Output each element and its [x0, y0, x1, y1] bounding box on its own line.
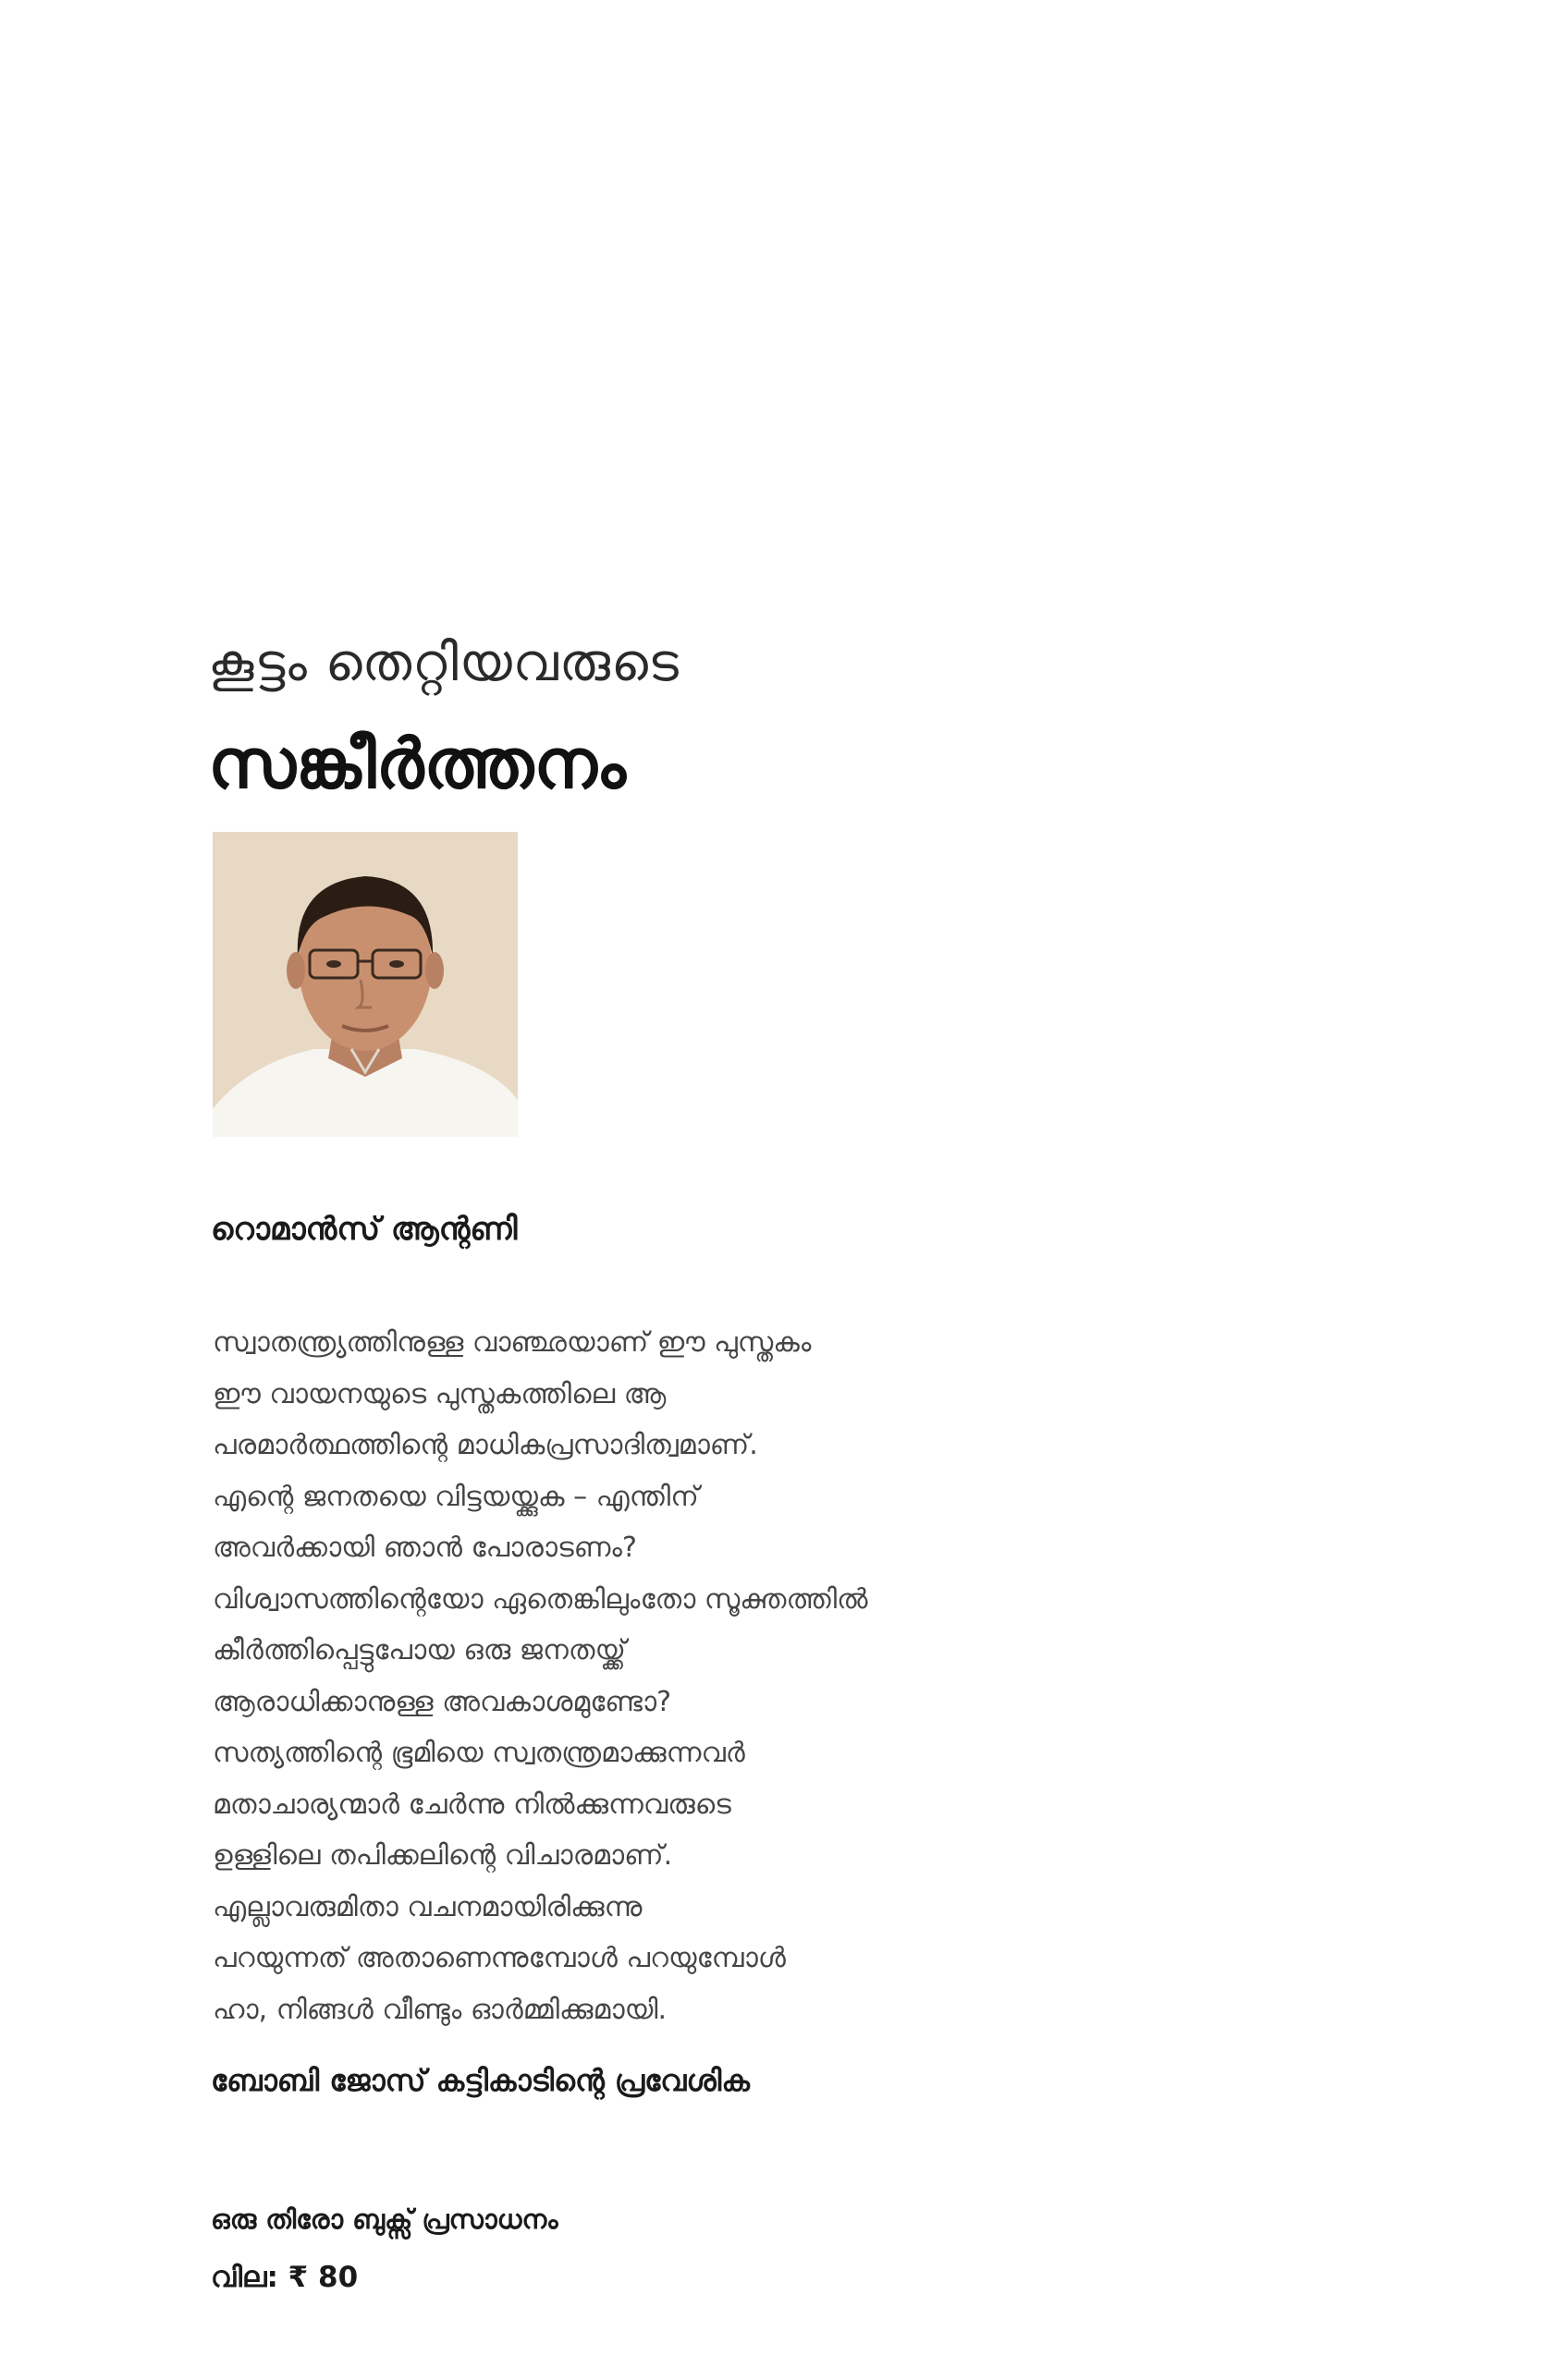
blurb-line: പറയുന്നത് അതാണെന്നുമ്പോൾ പറയുമ്പോൾ	[213, 1942, 786, 1974]
blurb-line: ഈ വായനയുടെ പുസ്തകത്തിലെ ആ	[213, 1377, 667, 1410]
blurb-line: സത്യത്തിന്റെ ഭൂമിയെ സ്വതന്ത്രമാക്കുന്നവർ	[213, 1737, 745, 1769]
author-portrait-icon	[213, 832, 518, 1137]
blurb	[213, 1317, 971, 2035]
blurb-line: ഹാ, നിങ്ങൾ വീണ്ടും ഓർമ്മിക്കുമായി.	[213, 1993, 668, 2026]
book-subtitle: കൂട്ടം തെറ്റിയവരുടെ	[208, 633, 680, 693]
blurb-line: മതാചാര്യന്മാർ ചേർന്നു നിൽക്കുന്നവരുടെ	[213, 1788, 731, 1821]
blurb-line: ആരാധിക്കാനുള്ള അവകാശമുണ്ടോ?	[213, 1685, 672, 1718]
blurb-line: വിശ്വാസത്തിന്റെയോ ഏതെങ്കിലുംതോ സൂക്തത്തിൽ	[213, 1582, 868, 1616]
price-label: വില: ₹ 80	[211, 2261, 359, 2294]
author-photo	[213, 832, 518, 1137]
publisher-line: ഒരു തിരോ ബുക്സ് പ്രസാധനം	[211, 2203, 558, 2235]
introduction-credit: ബോബി ജോസ് കട്ടികാടിന്റെ പ്രവേശിക	[211, 2063, 750, 2098]
blurb-line: എന്റെ ജനതയെ വിട്ടയയ്ക്കുക – എന്തിന്	[213, 1480, 699, 1513]
book-title: സങ്കീർത്തനം	[208, 725, 626, 804]
blurb-line: സ്വാതന്ത്ര്യത്തിനുള്ള വാഞ്ഛയാണ് ഈ പുസ്തകം	[213, 1326, 812, 1359]
author-name: റൊമാൻസ് ആന്റണി	[211, 1211, 518, 1248]
blurb-line: എല്ലാവരുമിതാ വചനമായിരിക്കുന്നു	[213, 1890, 643, 1923]
blurb-line: അവർക്കായി ഞാൻ പോരാടണം?	[213, 1532, 637, 1564]
blurb-line: ഉള്ളിലെ തപിക്കലിന്റെ വിചാരമാണ്.	[213, 1839, 673, 1872]
blurb-line: പരമാർത്ഥത്തിന്റെ മാധികപ്രസാദിത്വമാണ്.	[213, 1429, 758, 1461]
blurb-line: കീർത്തിപ്പെട്ടുപോയ ഒരു ജനതയ്ക്ക്	[213, 1634, 626, 1666]
